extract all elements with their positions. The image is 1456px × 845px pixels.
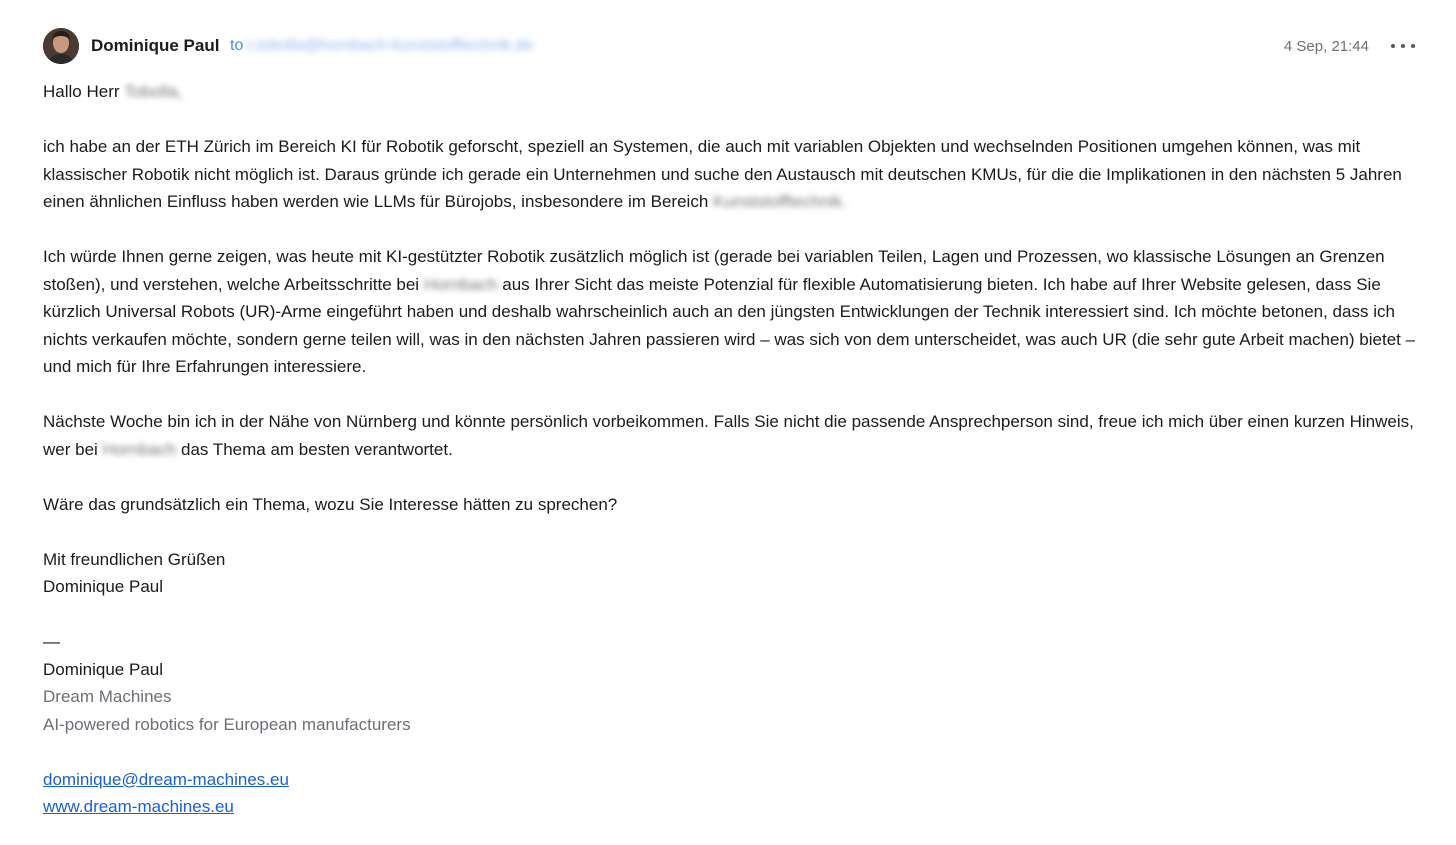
to-label: to xyxy=(230,37,244,54)
closing: Mit freundlichen Grüßen xyxy=(43,549,226,569)
signature-tagline: AI-powered robotics for European manufacturers xyxy=(43,714,411,734)
signature-website-link[interactable]: www.dream-machines.eu xyxy=(43,797,234,816)
paragraph-1: ich habe an der ETH Zürich im Bereich KI für Robotik geforscht, speziell an Systemen, die auch mit variablen Objekten und wechselnden Positionen umgehen können, was mit klassischer Robotik nicht möglich ist. Daraus gründe ich gerade ein Unternehmen und suche den Austausch mit deutschen KMUs, für die die Implikationen in den nächsten 5 Jahren einen ähnlichen Einfluss haben werden wie LLMs für Bürojobs, insbesondere im Bereich Kunststofftechnik. xyxy=(43,137,1402,211)
paragraph-3: Nächste Woche bin ich in der Nähe von Nürnberg und könnte persönlich vorbeikommen. Falls Sie nicht die passende Ansprechperson sind, freue ich mich über einen kurzen Hinweis, wer bei Hornbach das Thema am besten verantwortet. xyxy=(43,412,1414,459)
more-options-icon[interactable] xyxy=(1391,36,1415,56)
redacted-name: Tobolla, xyxy=(119,82,183,101)
email-header xyxy=(43,28,1415,64)
paragraph-2: Ich würde Ihnen gerne zeigen, was heute mit KI-gestützter Robotik zusätzlich möglich ist (gerade bei variablen Teilen, Lagen und Prozessen, wo klassische Lösungen an Grenzen stoßen), und verstehen, welche Arbeitsschritte bei Hornbach aus Ihrer Sicht das meiste Potenzial für flexible Automatisierung bieten. Ich habe auf Ihrer Website gelesen, dass Sie kürzlich Universal Robots (UR)-Arme eingeführt haben und deshalb wahrscheinlich auch an den jüngsten Entwicklungen der Technik interessiert sind. Ich möchte betonen, dass ich nichts verkaufen möchte, sondern gerne teilen will, was in den nächsten Jahren passieren wird – was sich von dem unterscheidet, was auch UR (die sehr gute Arbeit machen) bietet – und mich für Ihre Erfahrungen interessiere. xyxy=(43,247,1416,376)
redacted-company: Hornbach xyxy=(419,274,503,294)
signature-company: Dream Machines xyxy=(43,687,172,706)
signature-name: Dominique Paul xyxy=(43,659,164,679)
redacted-company: Hornbach xyxy=(97,439,181,459)
sender-name[interactable]: Dominique Paul xyxy=(91,36,220,55)
recipient-address[interactable]: t.tobolla@hornbach-kunststofftechnik.de xyxy=(247,37,534,54)
email-date: 4 Sep, 21:44 xyxy=(1283,38,1369,55)
signature-divider: — xyxy=(43,632,60,651)
closing-name: Dominique Paul xyxy=(43,577,164,596)
recipient-line xyxy=(230,37,533,55)
avatar[interactable] xyxy=(43,28,79,64)
greeting: Hallo Herr Tobolla, xyxy=(43,82,183,101)
paragraph-4: Wäre das grundsätzlich ein Thema, wozu Sie Interesse hätten zu sprechen? xyxy=(43,494,618,514)
redacted-industry: Kunststofftechnik. xyxy=(708,192,847,211)
signature-email-link[interactable]: dominique@dream-machines.eu xyxy=(43,769,289,789)
email-body xyxy=(43,78,1418,821)
avatar-photo xyxy=(43,28,79,64)
